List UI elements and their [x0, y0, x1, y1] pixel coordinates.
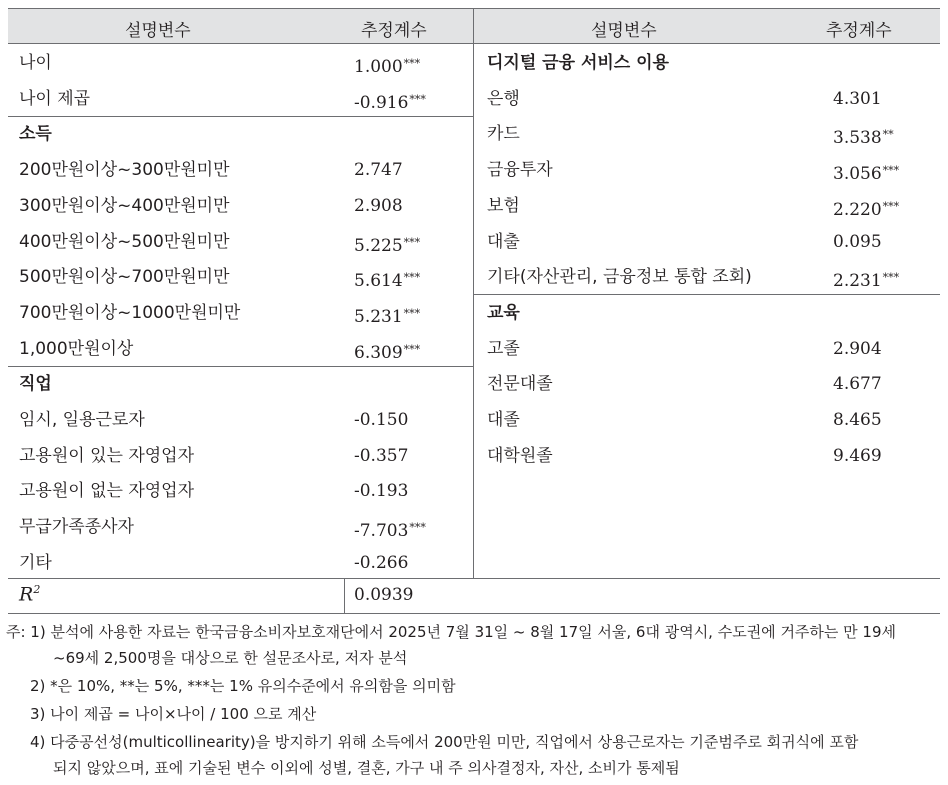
row-label: 고용원이 없는 자영업자 [19, 481, 195, 502]
table-row [0, 367, 948, 402]
row-coefficient: 0.095 [833, 231, 882, 252]
row-label: 고용원이 있는 자영업자 [19, 445, 195, 466]
note-4-cont: 되지 않았으며, 표에 기술된 변수 이외에 성별, 결혼, 가구 내 주 의사결정자, 자산, 소비가 통제됨 [53, 759, 680, 777]
row-coefficient: -7.703*** [354, 521, 426, 542]
row-coefficient: 4.301 [833, 88, 882, 109]
row-label: 디지털 금융 서비스 이용 [487, 53, 669, 73]
table-row [0, 510, 948, 545]
table-row [0, 546, 948, 581]
row-coefficient: 1.000*** [354, 57, 421, 77]
row-coefficient: 2.231*** [833, 271, 900, 292]
header-right-variable: 설명변수 [591, 21, 657, 41]
row-coefficient: 5.231*** [354, 306, 421, 327]
row-coefficient: -0.193 [354, 481, 409, 502]
note-3: 3) 나이 제곱 = 나이×나이 / 100 으로 계산 [30, 705, 317, 723]
row-label: 무급가족종사자 [19, 517, 134, 538]
row-coefficient: 5.225*** [354, 235, 421, 256]
row-label: 500만원이상~700만원미만 [19, 267, 230, 288]
row-coefficient: -0.357 [354, 445, 409, 466]
section-header [0, 296, 948, 331]
row-coefficient: 2.220*** [833, 199, 900, 220]
row-label: 임시, 일용근로자 [19, 410, 145, 430]
header-right-coefficient: 추정계수 [826, 21, 892, 41]
table-row [0, 153, 948, 188]
significance-stars: *** [403, 235, 421, 249]
row-label: 기타(자산관리, 금융정보 통합 조회) [487, 267, 752, 288]
row-label: 소득 [19, 124, 52, 145]
note-2: 2) *은 10%, **는 5%, ***는 1% 유의수준에서 유의함을 의미함 [30, 677, 456, 695]
table-row [0, 260, 948, 295]
row-label: 300만원이상~400만원미만 [19, 195, 230, 216]
row-label: 나이 제곱 [19, 88, 91, 109]
note-4: 4) 다중공선성(multicollinearity)을 방지하기 위해 소득에서 200만원 미만, 직업에서 상용근로자는 기준범주로 회귀식에 포함 [30, 733, 859, 751]
row-label: 전문대졸 [487, 374, 553, 395]
table-row [0, 439, 948, 474]
row-label: 직업 [19, 374, 52, 395]
section-header [0, 46, 948, 81]
row-coefficient: 9.469 [833, 445, 882, 466]
row-label: 400만원이상~500만원미만 [19, 231, 230, 252]
row-coefficient: 4.677 [833, 374, 882, 395]
row-coefficient: 8.465 [833, 410, 882, 430]
significance-stars: *** [409, 92, 426, 106]
r-squared-value: 0.0939 [354, 585, 414, 605]
row-label: 대졸 [487, 410, 520, 430]
row-label: 금융투자 [487, 160, 553, 181]
significance-stars: *** [882, 271, 900, 285]
significance-stars: *** [409, 521, 426, 535]
row-coefficient: 6.309*** [354, 342, 421, 363]
table-row [0, 403, 948, 438]
note-1-cont: ~69세 2,500명을 대상으로 한 설문조사로, 저자 분석 [53, 649, 408, 667]
row-label: 은행 [487, 88, 520, 109]
row-label: 나이 [19, 53, 52, 73]
row-coefficient: -0.150 [354, 410, 409, 430]
table-row [0, 332, 948, 367]
significance-stars: *** [403, 271, 421, 285]
table-header [8, 8, 940, 44]
table-row [0, 82, 948, 117]
header-left-coefficient: 추정계수 [361, 21, 427, 41]
r-squared-row [0, 578, 948, 614]
row-coefficient: 2.908 [354, 195, 403, 216]
significance-stars: *** [882, 199, 900, 213]
significance-stars: *** [403, 342, 421, 356]
row-label: 카드 [487, 124, 520, 145]
note-1: 주: 1) 분석에 사용한 자료는 한국금융소비자보호재단에서 2025년 7월 31일 ~ 8월 17일 서울, 6대 광역시, 수도권에 거주하는 만 19세 [6, 623, 897, 641]
table-row [0, 189, 948, 224]
row-coefficient: 3.538** [833, 128, 894, 149]
row-coefficient: 3.056*** [833, 164, 900, 185]
row-label: 보험 [487, 195, 520, 216]
r-squared-label: $R^2$ [19, 583, 41, 606]
row-coefficient: 5.614*** [354, 271, 421, 292]
significance-stars: *** [403, 57, 421, 70]
row-label: 기타 [19, 552, 52, 573]
row-label: 고졸 [487, 338, 520, 359]
table-row [0, 225, 948, 260]
significance-stars: *** [882, 164, 900, 178]
table-row [0, 474, 948, 509]
row-label: 교육 [487, 302, 520, 323]
significance-stars: ** [882, 128, 894, 142]
header-left-variable: 설명변수 [125, 21, 191, 41]
row-label: 700만원이상~1000만원미만 [19, 302, 241, 323]
row-coefficient: -0.916*** [354, 92, 426, 113]
row-label: 200만원이상~300만원미만 [19, 160, 230, 181]
row-coefficient: -0.266 [354, 552, 409, 573]
row-coefficient: 2.747 [354, 160, 403, 181]
significance-stars: *** [403, 306, 421, 320]
row-label: 1,000만원이상 [19, 338, 134, 359]
row-label: 대출 [487, 231, 520, 252]
row-coefficient: 2.904 [833, 338, 882, 359]
row-label: 대학원졸 [487, 445, 553, 466]
table-row [0, 117, 948, 152]
